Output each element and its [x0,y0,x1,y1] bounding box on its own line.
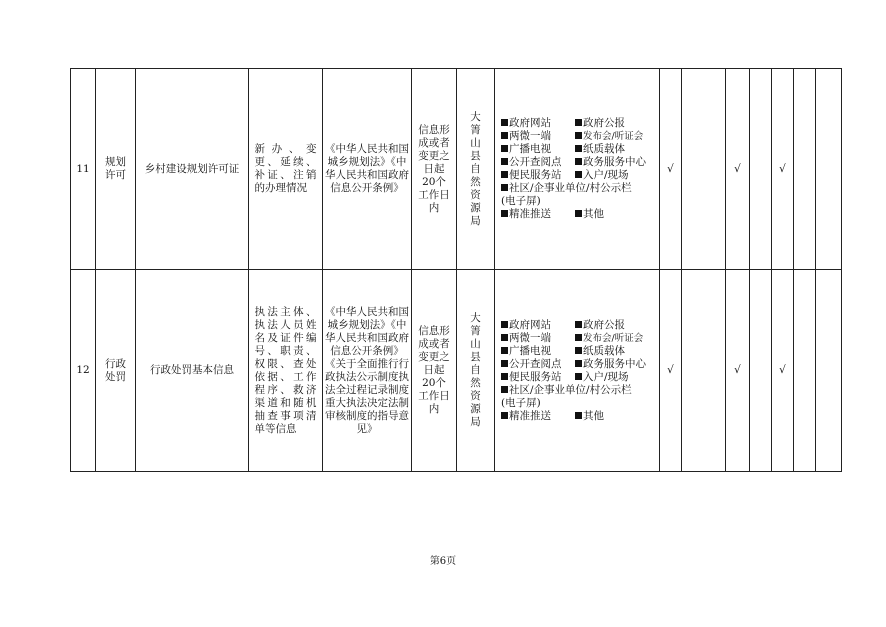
row-number: 11 [71,69,96,270]
check-cell [794,270,816,472]
check-cell: √ [660,69,682,270]
table-row [71,270,842,472]
table-row [71,69,842,270]
check-cell: √ [726,69,750,270]
channel-checkbox: 其他 [575,410,604,423]
channel-checkbox: 政府网站 [501,319,575,332]
item-cell: 乡村建设规划许可证 [136,69,249,270]
channel-checkbox: 两微一端 [501,130,575,143]
check-cell [816,270,842,472]
content-cell: 执法主体、执法人员姓名及证件编号、职责、权限、查处依据、工作程序、救济渠道和随机抽查事项清单等信息 [249,270,323,472]
check-cell: √ [772,270,794,472]
channels-cell [495,69,660,270]
channel-checkbox: 纸质载体 [575,143,625,156]
basis-cell: 《中华人民共和国城乡规划法》《中华人民共和国政府信息公开条例》 [323,69,412,270]
page-number: 第6页 [429,556,457,567]
channel-checkbox: 便民服务站 [501,169,575,182]
row-number: 12 [71,270,96,472]
check-cell [750,270,772,472]
channel-checkbox: 精准推送 [501,410,575,423]
channel-checkbox: 两微一端 [501,332,575,345]
check-cell [794,69,816,270]
channel-checkbox: 入户/现场 [575,371,629,384]
category-cell: 规划许可 [96,69,136,270]
disclosure-table [70,68,842,472]
channel-checkbox: 政府公报 [575,319,625,332]
check-cell: √ [660,270,682,472]
time-limit-cell: 信息形成或者变更之日起20个工作日内 [412,270,457,472]
channel-note: (电子屏) [501,195,541,207]
channel-checkbox: 便民服务站 [501,371,575,384]
check-cell [682,270,726,472]
channel-checkbox: 公开查阅点 [501,156,575,169]
channel-checkbox: 其他 [575,208,604,221]
channel-checkbox: 纸质载体 [575,345,625,358]
time-limit-cell: 信息形成或者变更之日起20个工作日内 [412,69,457,270]
channel-checkbox: 政务服务中心 [575,156,646,169]
subject-cell: 大箐山县自然资源局 [457,270,495,472]
channel-checkbox: 社区/企事业单位/村公示栏 [501,182,632,195]
check-cell: √ [772,69,794,270]
check-cell [816,69,842,270]
channel-checkbox: 入户/现场 [575,169,629,182]
channels-cell [495,270,660,472]
item-cell: 行政处罚基本信息 [136,270,249,472]
channel-checkbox: 社区/企事业单位/村公示栏 [501,384,632,397]
content-cell: 新办、变更、延续、补证、注销的办理情况 [249,69,323,270]
channel-checkbox: 广播电视 [501,345,575,358]
basis-cell: 《中华人民共和国城乡规划法》《中华人民共和国政府信息公开条例》《关于全面推行行政执法公示制度执法全过程记录制度重大执法决定法制审核制度的指导意见》 [323,270,412,472]
channel-checkbox: 广播电视 [501,143,575,156]
channel-checkbox: 政务服务中心 [575,358,646,371]
check-cell [750,69,772,270]
category-cell: 行政处罚 [96,270,136,472]
subject-cell: 大箐山县自然资源局 [457,69,495,270]
channel-checkbox: 发布会/听证会 [575,332,643,345]
channel-checkbox: 政府公报 [575,117,625,130]
channel-checkbox: 政府网站 [501,117,575,130]
check-cell: √ [726,270,750,472]
channel-checkbox: 发布会/听证会 [575,130,643,143]
channel-note: (电子屏) [501,396,541,409]
check-cell [682,69,726,270]
channel-checkbox: 精准推送 [501,208,575,221]
channel-checkbox: 公开查阅点 [501,358,575,371]
